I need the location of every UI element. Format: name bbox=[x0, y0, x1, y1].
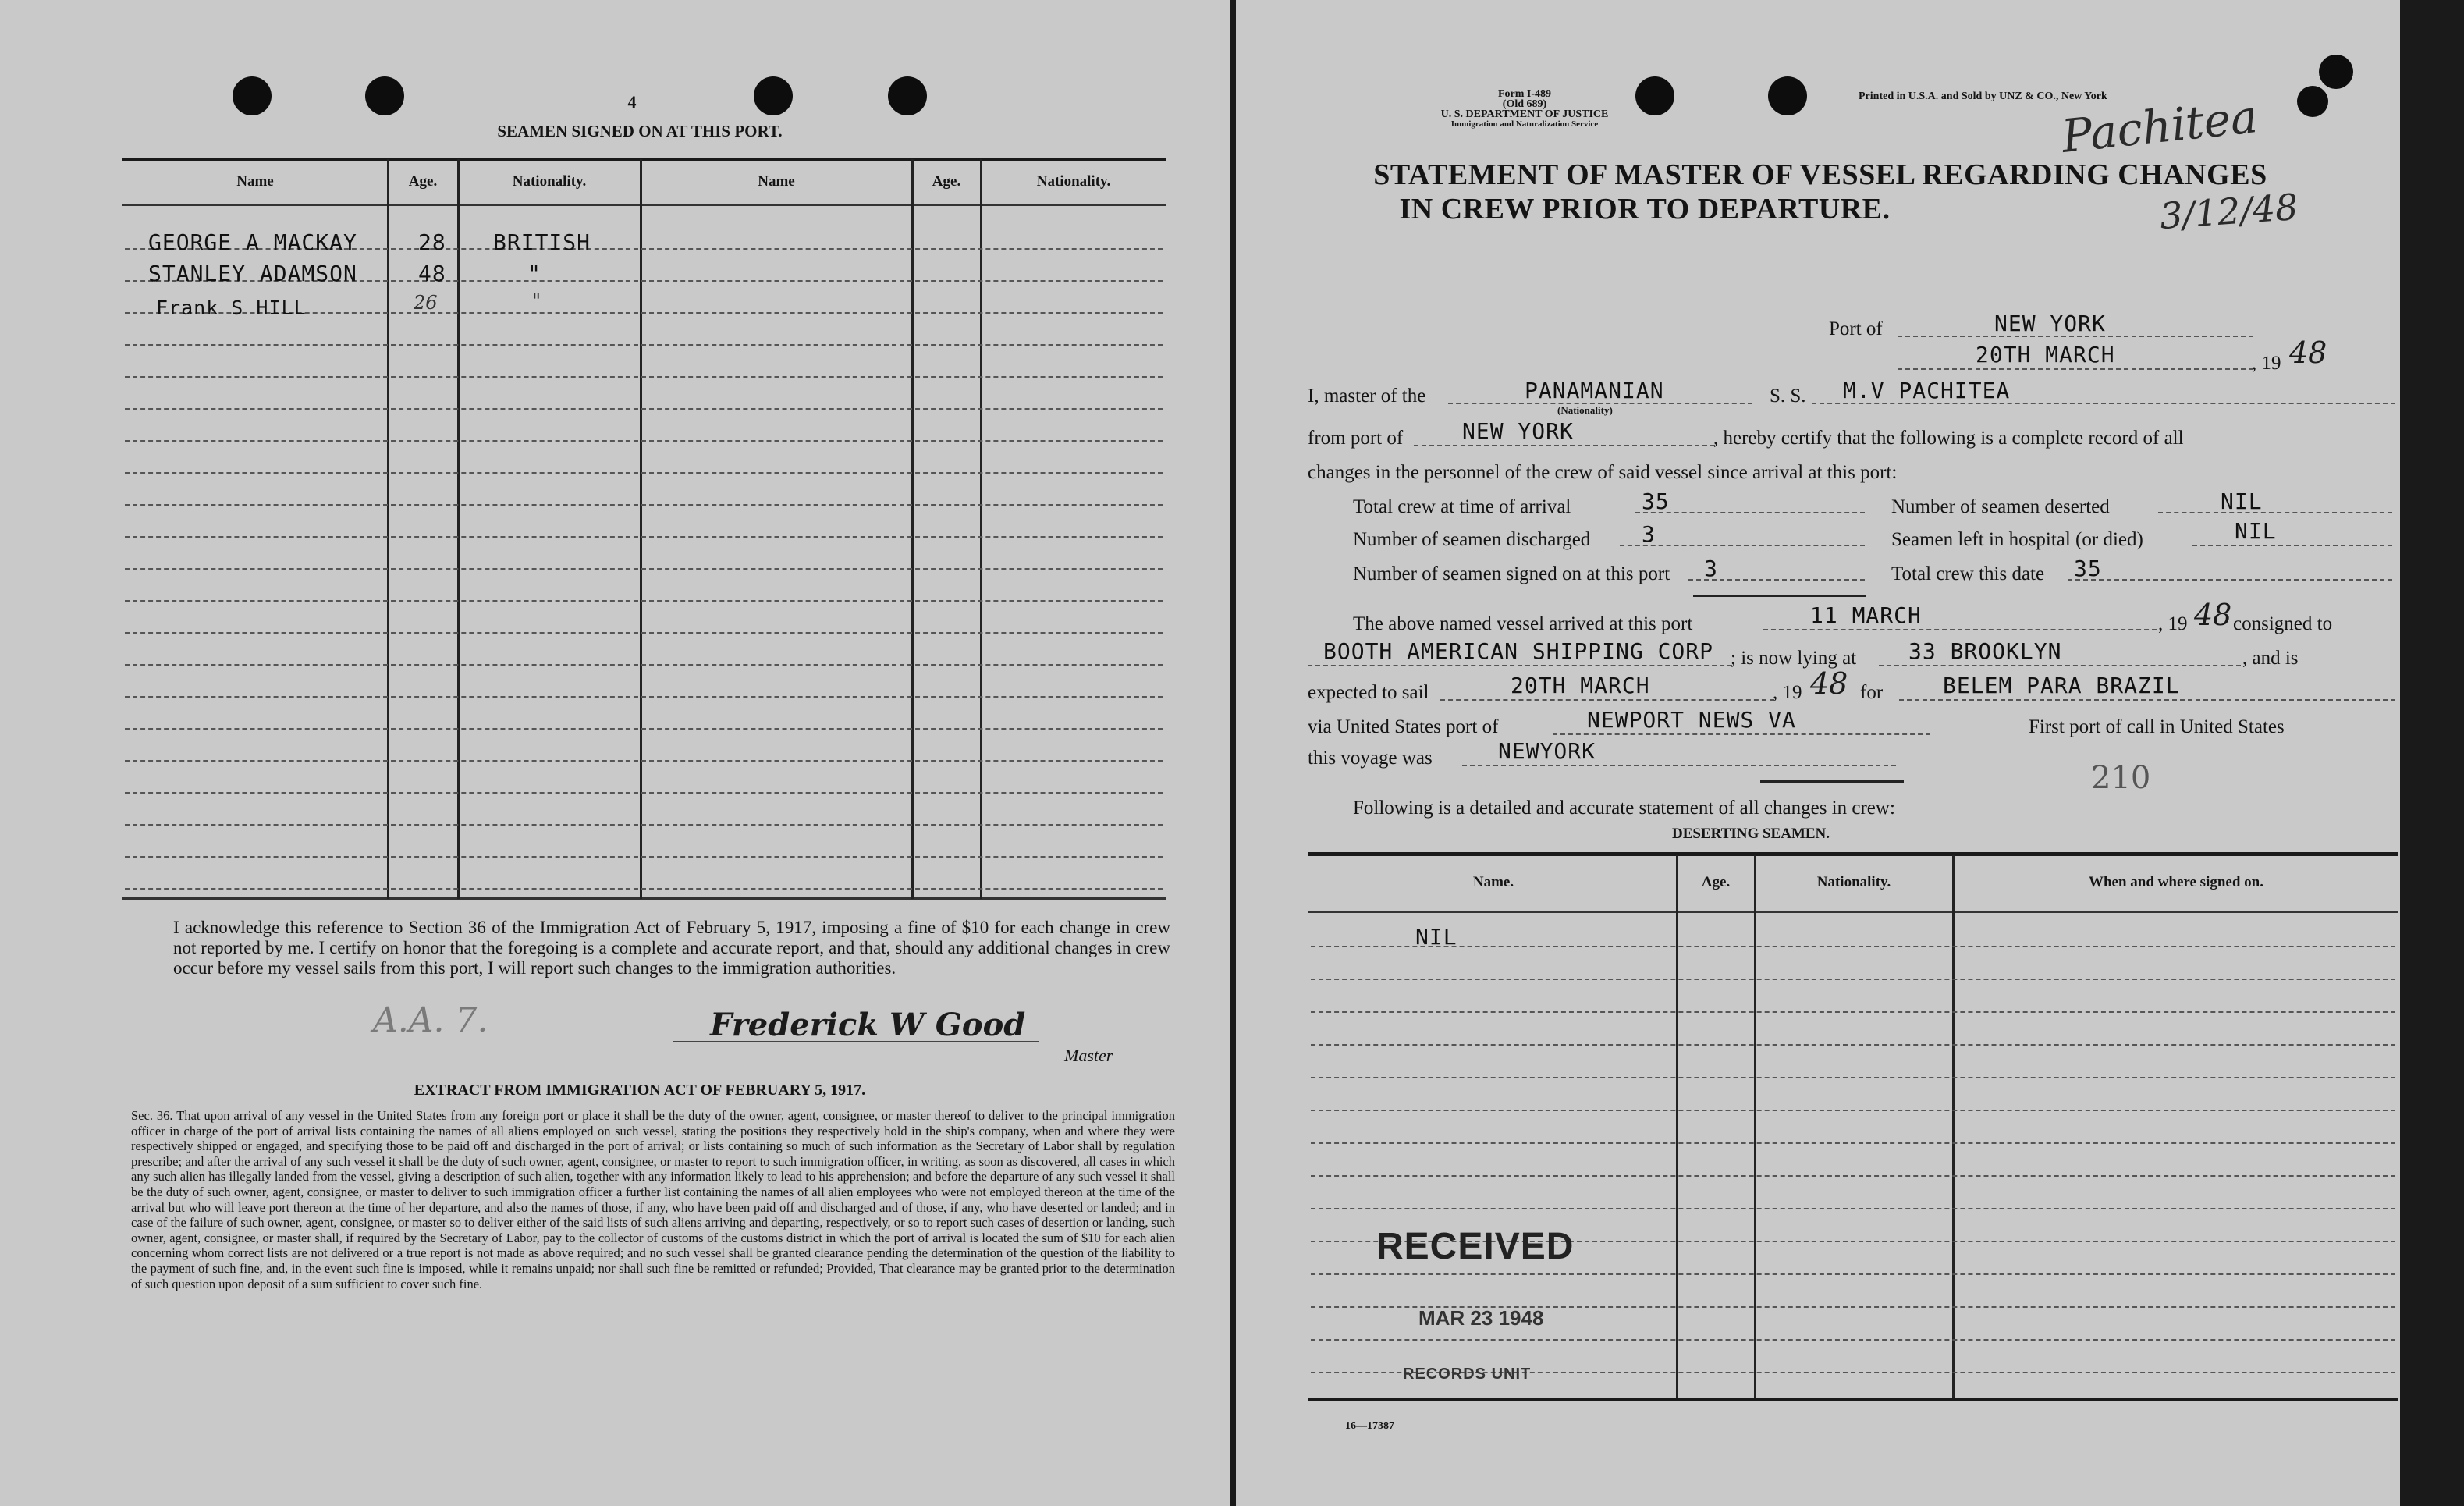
hospital-label: Seamen left in hospital (or died) bbox=[1891, 529, 2143, 550]
fill-line bbox=[1879, 665, 2241, 666]
certify-text: , hereby certify that the following is a complete record of all bbox=[1713, 428, 2184, 449]
punch-hole bbox=[2297, 86, 2328, 117]
header-name: Name bbox=[236, 173, 274, 190]
row-rule bbox=[1311, 1339, 2395, 1341]
fill-line bbox=[1440, 699, 1774, 701]
hospital-value: NIL bbox=[2235, 518, 2277, 544]
row-rule bbox=[1311, 1011, 2395, 1013]
crew-age: 26 bbox=[414, 292, 438, 314]
form-title-line1: STATEMENT OF MASTER OF VESSEL REGARDING CHANGES bbox=[1373, 158, 2267, 191]
row-rule bbox=[125, 792, 1163, 794]
crew-nationality: BRITISH bbox=[493, 229, 591, 255]
lying-value: 33 BROOKLYN bbox=[1908, 638, 2062, 664]
stamp-bottom: RECORDS UNIT bbox=[1403, 1366, 1532, 1383]
total-crew-arrival-value: 35 bbox=[1642, 488, 1670, 514]
port-of-label: Port of bbox=[1829, 318, 1883, 339]
desert-header-border bbox=[1308, 911, 2398, 913]
section-title: SEAMEN SIGNED ON AT THIS PORT. bbox=[497, 122, 783, 140]
arrived-label: The above named vessel arrived at this port bbox=[1353, 613, 1693, 634]
extract-text: Sec. 36. That upon arrival of any vessel in the United States from any foreign port or place it shall be the duty of the owner, agent, consignee, or master thereof to deliver to the principal immigration officer in charge of the port of arrival lists containing the names of all aliens employed on such vessel, stating the positions they respectively hold in the ship's company, when and where they were respectively shipped or engaged, and specifying those to be paid off and discharged in the port of arrival; or lists containing so much of such information as the Secretary of Labor shall by regulation prescribe; and after the arrival of any such vessel it shall be the duty of such owner, agent, consignee, or master to report to such immigration officer, in writing, as soon as discovered, all cases in which any such alien has illegally landed from the vessel, giving a description of such alien, together with any information likely to lead to his apprehension; and before the departure of any such vessel it shall be the duty of such owner, agent, consignee, or master to deliver to such immigration officer a further list containing the names of all alien employees who were not employed thereon at the time of the arrival but who will leave port thereon at the time of her departure, and also the names of those, if any, who have been paid off and discharged and of those, if any, who have deserted or landed; and in case of the failure of such owner, agent, consignee, or master so to deliver either of the said lists of such aliens arriving and departing, respectively, or so to report such cases of desertion or landing, such owner, agent, consignee, or master shall, if required by the Secretary of Labor, pay to the collector of customs of the customs district in which the port of arrival is located the sum of $10 for each alien concerning whom correct lists are not delivered or a true report is not made as above required; and no such vessel shall be granted clearance pending the determination of the question of the liability to the payment of such fine, and, in the event such fine is imposed, while it remains unpaid; nor shall such fine be remitted or refunded; Provided, That clearance may be granted prior to the determination of such question upon deposit of a sum sufficient to cover such fine. bbox=[131, 1108, 1175, 1291]
row-rule bbox=[125, 472, 1163, 474]
fill-line bbox=[1553, 733, 1930, 735]
desert-header-nationality: Nationality. bbox=[1816, 874, 1891, 890]
row-rule bbox=[125, 536, 1163, 538]
total-rule bbox=[1693, 595, 1866, 597]
fill-line bbox=[1635, 512, 1865, 513]
stamp-number: 210 bbox=[2091, 760, 2151, 796]
fill-line bbox=[2192, 545, 2392, 546]
changes-text: changes in the personnel of the crew of said vessel since arrival at this port: bbox=[1308, 462, 1898, 483]
service: Immigration and Naturalization Service bbox=[1450, 119, 1599, 129]
sail-label: expected to sail bbox=[1308, 682, 1429, 703]
row-rule bbox=[125, 376, 1163, 378]
for-label: for bbox=[1860, 682, 1884, 703]
from-port-label: from port of bbox=[1308, 428, 1404, 449]
row-rule bbox=[1311, 946, 2395, 947]
header-age-2: Age. bbox=[932, 173, 961, 190]
page-number: 4 bbox=[627, 92, 637, 112]
ss-label: S. S. bbox=[1770, 385, 1806, 407]
header-age: Age. bbox=[408, 173, 438, 190]
nationality-value: PANAMANIAN bbox=[1525, 378, 1664, 403]
row-rule bbox=[1311, 1044, 2395, 1046]
column-divider bbox=[1754, 855, 1756, 1400]
crew-age: 48 bbox=[418, 261, 446, 286]
desert-table-bottom bbox=[1308, 1398, 2398, 1401]
row-rule bbox=[1311, 1175, 2395, 1177]
punch-hole bbox=[1768, 76, 1807, 115]
master-of-label: I, master of the bbox=[1308, 385, 1426, 407]
row-rule bbox=[125, 696, 1163, 698]
printer-note: Printed in U.S.A. and Sold by UNZ & CO., New York bbox=[1859, 91, 2107, 102]
punch-hole bbox=[233, 76, 272, 115]
crew-name: GEORGE A MACKAY bbox=[148, 229, 357, 255]
arrived-year: 48 bbox=[2194, 598, 2232, 632]
punch-hole bbox=[365, 76, 404, 115]
row-rule bbox=[125, 568, 1163, 570]
signed-on-value: 3 bbox=[1704, 556, 1718, 581]
fill-line bbox=[2158, 512, 2392, 513]
column-divider bbox=[1952, 855, 1955, 1400]
desert-header-when-where: When and where signed on. bbox=[2088, 874, 2263, 890]
row-rule bbox=[1311, 1142, 2395, 1144]
header-nationality-2: Nationality. bbox=[1036, 173, 1111, 190]
desert-header-age: Age. bbox=[1701, 874, 1731, 890]
column-divider bbox=[911, 159, 914, 899]
crew-age: 28 bbox=[418, 229, 446, 255]
year-value: 48 bbox=[2289, 336, 2327, 370]
discharged-value: 3 bbox=[1642, 521, 1656, 547]
department: U. S. DEPARTMENT OF JUSTICE bbox=[1440, 108, 1609, 120]
consignee-value: BOOTH AMERICAN SHIPPING CORP bbox=[1323, 638, 1714, 664]
from-port-value: NEW YORK bbox=[1462, 418, 1574, 444]
row-rule bbox=[125, 824, 1163, 826]
consigned-label: consigned to bbox=[2233, 613, 2333, 634]
header-name-2: Name bbox=[758, 173, 795, 190]
vessel-value: M.V PACHITEA bbox=[1843, 378, 2011, 403]
date-value: 20TH MARCH bbox=[1976, 342, 2115, 368]
received-date: MAR 23 1948 bbox=[1418, 1306, 1544, 1330]
lying-label: ; is now lying at bbox=[1731, 648, 1857, 669]
row-rule bbox=[125, 504, 1163, 506]
crew-nationality: " bbox=[527, 261, 541, 286]
form-number: Form I-489 bbox=[1497, 88, 1552, 100]
fill-line bbox=[1462, 765, 1896, 766]
following-text: Following is a detailed and accurate statement of all changes in crew: bbox=[1353, 797, 1895, 819]
footer-code: 16—17387 bbox=[1345, 1420, 1394, 1432]
fill-line bbox=[1414, 445, 1715, 446]
deserted-value: NIL bbox=[2221, 488, 2263, 514]
sail-value: 20TH MARCH bbox=[1511, 673, 1650, 698]
form-header bbox=[1408, 89, 1642, 130]
row-rule bbox=[125, 600, 1163, 602]
acknowledgment-text: I acknowledge this reference to Section 36 of the Immigration Act of February 5, 1917, imposing a fine of $10 for each change in crew not reported by me. I certify on honor that the foregoing is a complete and accurate report, and that, should any additional changes in crew occur before my vessel sails from this port, I will report such changes to the immigration authorities. bbox=[173, 918, 1170, 978]
fill-line bbox=[1308, 665, 1732, 666]
row-rule bbox=[1311, 1077, 2395, 1078]
fill-line bbox=[1899, 699, 2395, 701]
year-prefix: , 19 bbox=[2252, 353, 2281, 374]
fill-line bbox=[1620, 545, 1865, 546]
sail-year: 48 bbox=[1810, 666, 1848, 701]
punch-hole bbox=[754, 76, 793, 115]
sail-year-prefix: , 19 bbox=[1773, 682, 1802, 703]
column-divider bbox=[457, 159, 460, 899]
form-title-line2: IN CREW PRIOR TO DEPARTURE. bbox=[1399, 193, 1891, 226]
column-divider bbox=[640, 159, 642, 899]
row-rule bbox=[1311, 1110, 2395, 1111]
master-label: Master bbox=[1064, 1046, 1113, 1065]
form-old: (Old 689) bbox=[1502, 98, 1547, 110]
received-stamp: RECEIVED bbox=[1376, 1226, 1575, 1267]
discharged-label: Number of seamen discharged bbox=[1353, 529, 1591, 550]
arrived-year-prefix: , 19 bbox=[2158, 613, 2188, 634]
right-page bbox=[1236, 0, 2400, 1506]
crew-name: STANLEY ADAMSON bbox=[148, 261, 357, 286]
total-crew-date-value: 35 bbox=[2074, 556, 2102, 581]
nationality-caption: (Nationality) bbox=[1557, 404, 1613, 416]
fill-line bbox=[1898, 368, 2253, 370]
fill-line bbox=[2068, 579, 2392, 581]
crew-nationality: " bbox=[532, 290, 541, 312]
port-of-value: NEW YORK bbox=[1994, 311, 2106, 336]
handwritten-vessel: Pachitea bbox=[2059, 90, 2260, 163]
column-divider bbox=[1676, 855, 1678, 1400]
handwritten-date: 3/12/48 bbox=[2158, 185, 2300, 238]
total-crew-date-label: Total crew this date bbox=[1891, 563, 2045, 584]
column-divider bbox=[387, 159, 389, 899]
fill-line bbox=[1763, 629, 2157, 630]
deserted-label: Number of seamen deserted bbox=[1891, 496, 2110, 517]
row-rule bbox=[125, 344, 1163, 346]
row-rule bbox=[1311, 979, 2395, 980]
total-crew-arrival-label: Total crew at time of arrival bbox=[1353, 496, 1571, 517]
header-nationality: Nationality. bbox=[512, 173, 587, 190]
signed-on-label: Number of seamen signed on at this port bbox=[1353, 563, 1670, 584]
table-top-border bbox=[122, 158, 1166, 161]
row-rule bbox=[1311, 1273, 2395, 1275]
voyage-label: this voyage was bbox=[1308, 748, 1433, 769]
row-rule bbox=[125, 760, 1163, 762]
row-rule bbox=[125, 440, 1163, 442]
row-rule bbox=[125, 664, 1163, 666]
row-rule bbox=[125, 856, 1163, 858]
via-value: NEWPORT NEWS VA bbox=[1587, 707, 1796, 733]
row-rule bbox=[125, 632, 1163, 634]
column-divider bbox=[980, 159, 982, 899]
punch-hole bbox=[888, 76, 927, 115]
signature-initials: A.A. 7. bbox=[373, 1000, 488, 1040]
arrived-value: 11 MARCH bbox=[1810, 602, 1922, 628]
table-header-border bbox=[122, 204, 1166, 206]
master-signature: Frederick W Good bbox=[710, 1007, 1026, 1043]
row-rule bbox=[125, 888, 1163, 890]
row-rule bbox=[1311, 1208, 2395, 1209]
desert-header-name: Name. bbox=[1472, 874, 1514, 890]
table-bottom-border bbox=[122, 897, 1166, 900]
via-label: via United States port of bbox=[1308, 716, 1499, 737]
and-is-label: , and is bbox=[2242, 648, 2299, 669]
voyage-rule bbox=[1760, 780, 1904, 783]
row-rule bbox=[125, 408, 1163, 410]
first-port-label: First port of call in United States bbox=[2029, 716, 2285, 737]
punch-hole bbox=[2319, 55, 2353, 89]
row-rule bbox=[125, 728, 1163, 730]
voyage-value: NEWYORK bbox=[1498, 738, 1596, 764]
extract-title: EXTRACT FROM IMMIGRATION ACT OF FEBRUARY 5, 1917. bbox=[414, 1082, 866, 1099]
destination-value: BELEM PARA BRAZIL bbox=[1943, 673, 2180, 698]
left-page bbox=[0, 0, 1230, 1506]
crew-name: Frank S HILL bbox=[156, 297, 307, 319]
deserting-title: DESERTING SEAMEN. bbox=[1671, 826, 1830, 842]
desert-table-top bbox=[1308, 852, 2398, 856]
desert-entry: NIL bbox=[1415, 924, 1457, 950]
